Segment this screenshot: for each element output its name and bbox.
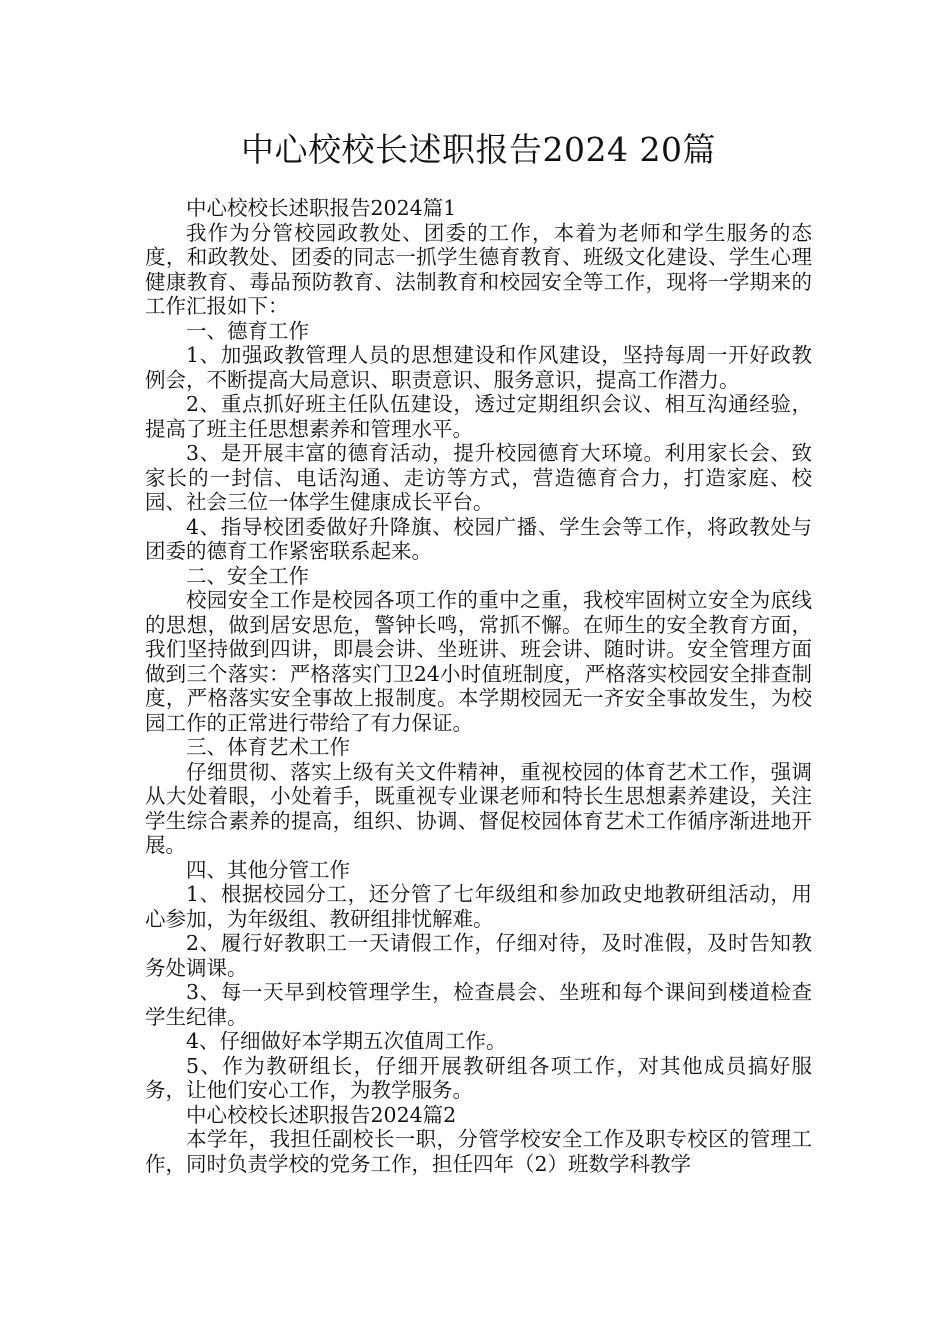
paragraph-part2-intro: 本学年，我担任副校长一职，分管学校安全工作及职专校区的管理工作，同时负责学校的党务工作，担任四年（2）班数学科教学 [145, 1127, 812, 1176]
paragraph-safety: 校园安全工作是校园各项工作的重中之重，我校牢固树立安全为底线的思想，做到居安思危，警钟长鸣，常抓不懈。在师生的安全教育方面，我们坚持做到四讲，即晨会讲、坐班讲、班会讲、随时讲。安全管理方面做到三个落实：严格落实门卫24小时值班制度，严格落实校园安全排查制度，严格落实安全事故上报制度。本学期校园无一齐安全事故发生，为校园工作的正常进行带给了有力保证。 [145, 588, 812, 735]
paragraph-heading-other: 四、其他分管工作 [186, 857, 350, 882]
paragraph-moral-3: 3、是开展丰富的德育活动，提升校园德育大环境。利用家长会、致家长的一封信、电话沟通、走访等方式，营造德育合力，打造家庭、校园、社会三位一体学生健康成长平台。 [145, 441, 812, 514]
paragraph-other-4: 4、仔细做好本学期五次值周工作。 [186, 1029, 507, 1053]
paragraph-heading-sports-art: 三、体育艺术工作 [186, 735, 350, 759]
paragraph-heading-safety: 二、安全工作 [186, 563, 309, 588]
paragraph-moral-1: 1、加强政教管理人员的思想建设和作风建设，坚持每周一开好政教例会，不断提高大局意识、职责意识、服务意识，提高工作潜力。 [145, 343, 812, 392]
paragraph-other-2: 2、履行好教职工一天请假工作，仔细对待，及时准假，及时告知教务处调课。 [145, 931, 812, 980]
paragraph-section-heading: 中心校校长述职报告2024篇1 [186, 196, 457, 220]
document-title: 中心校校长述职报告2024 20篇 [241, 130, 716, 169]
paragraph-heading-moral: 一、德育工作 [186, 318, 309, 343]
paragraph-moral-2: 2、重点抓好班主任队伍建设，透过定期组织会议、相互沟通经验，提高了班主任思想素养和管理水平。 [145, 392, 812, 441]
paragraph-other-3: 3、每一天早到校管理学生，检查晨会、坐班和每个课间到楼道检查学生纪律。 [145, 980, 812, 1029]
paragraph-sports-art: 仔细贯彻、落实上级有关文件精神，重视校园的体育艺术工作，强调从大处着眼，小处着手，既重视专业课老师和特长生思想素养建设，关注学生综合素养的提高，组织、协调、督促校园体育艺术工作循序渐进地开展。 [145, 759, 812, 857]
paragraph-moral-4: 4、指导校团委做好升降旗、校园广播、学生会等工作，将政教处与团委的德育工作紧密联系起来。 [145, 514, 812, 563]
paragraph-other-1: 1、根据校园分工，还分管了七年级组和参加政史地教研组活动，用心参加，为年级组、教研组排忧解难。 [145, 882, 812, 931]
paragraph-section-heading-2: 中心校校长述职报告2024篇2 [186, 1102, 457, 1127]
paragraph-other-5: 5、作为教研组长，仔细开展教研组各项工作，对其他成员搞好服务，让他们安心工作，为教学服务。 [145, 1053, 812, 1102]
paragraph-intro: 我作为分管校园政教处、团委的工作，本着为老师和学生服务的态度，和政教处、团委的同志一抓学生德育教育、班级文化建设、学生心理健康教育、毒品预防教育、法制教育和校园安全等工作，现将一学期来的工作汇报如下： [145, 220, 812, 318]
